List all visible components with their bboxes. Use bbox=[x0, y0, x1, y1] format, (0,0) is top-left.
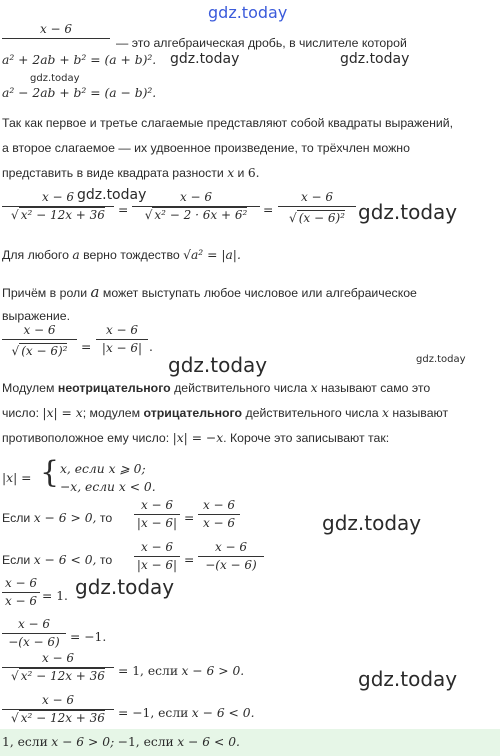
case-nonnegative: x, если x ⩾ 0; bbox=[60, 462, 146, 476]
result-value: = −1. bbox=[70, 630, 107, 644]
square-sum-formula: a² + 2ab + b² = (a + b)². bbox=[2, 53, 157, 67]
paragraph-line: противоположное ему число: |x| = −x. Короче это записывают так: bbox=[2, 431, 390, 445]
eq1-fraction-1: x − 6 √ x² − 12x + 36 bbox=[2, 190, 114, 223]
paragraph-line: число: |x| = x; модулем отрицательного действительного числа x называют bbox=[2, 406, 449, 420]
result-fraction-4: x − 6 √ x² − 12x + 36 bbox=[2, 693, 114, 726]
case-negative-fraction-1: x − 6 |x − 6| bbox=[134, 540, 180, 573]
watermark: gdz.today bbox=[30, 73, 80, 84]
result-fraction-1: x − 6 x − 6 bbox=[2, 576, 40, 609]
result-fraction-3: x − 6 √ x² − 12x + 36 bbox=[2, 651, 114, 684]
result-value: = 1. bbox=[42, 589, 68, 603]
watermark: gdz.today bbox=[322, 511, 422, 535]
period: . bbox=[149, 340, 153, 354]
square-diff-formula: a² − 2ab + b² = (a − b)². bbox=[2, 86, 157, 100]
eq1-fraction-2: x − 6 √ x² − 2 · 6x + 6² bbox=[132, 190, 260, 223]
watermark: gdz.today bbox=[208, 3, 288, 22]
eq2-fraction-2: x − 6 |x − 6| bbox=[96, 323, 148, 356]
case-negative-condition: Если x − 6 < 0, то bbox=[2, 553, 113, 567]
equals-sign: = bbox=[184, 511, 195, 525]
cases-lhs: |x| = bbox=[2, 471, 32, 485]
intro-text: — это алгебраическая дробь, в числителе которой bbox=[116, 36, 407, 50]
eq2-fraction-1: x − 6 √ (x − 6)² bbox=[2, 323, 77, 361]
paragraph-line: Модулем неотрицательного действительного числа x называют само это bbox=[2, 381, 431, 395]
paragraph-line: а второе слагаемое — их удвоенное произведение, то трёхчлен можно bbox=[2, 141, 410, 155]
watermark: gdz.today bbox=[416, 354, 466, 365]
watermark: gdz.today bbox=[168, 353, 268, 377]
case-negative: −x, если x < 0. bbox=[60, 480, 156, 494]
equals-sign: = bbox=[263, 203, 274, 217]
result-fraction-2: x − 6 −(x − 6) bbox=[2, 617, 66, 650]
case-negative-fraction-2: x − 6 −(x − 6) bbox=[198, 540, 264, 573]
final-answer: 1, если x − 6 > 0; −1, если x − 6 < 0. bbox=[2, 735, 240, 749]
watermark: gdz.today bbox=[358, 667, 458, 691]
identity-line: Для любого a верно тождество √a² = |a|. bbox=[2, 248, 241, 262]
equals-sign: = bbox=[81, 340, 92, 354]
eq1-fraction-3: x − 6 √ (x − 6)² bbox=[278, 190, 356, 228]
intro-fraction: x − 6 bbox=[2, 22, 110, 40]
paragraph-line: представить в виде квадрата разности x и 6. bbox=[2, 166, 260, 180]
case-positive-fraction-2: x − 6 x − 6 bbox=[198, 498, 240, 531]
watermark: gdz.today bbox=[75, 575, 175, 599]
equals-sign: = bbox=[184, 553, 195, 567]
watermark: gdz.today bbox=[170, 51, 240, 67]
watermark: gdz.today bbox=[340, 51, 410, 67]
paragraph-line: выражение. bbox=[2, 309, 71, 323]
result-line: = −1, если x − 6 < 0. bbox=[118, 706, 255, 720]
cases-brace: { bbox=[40, 455, 60, 490]
case-positive-fraction-1: x − 6 |x − 6| bbox=[134, 498, 180, 531]
case-positive-condition: Если x − 6 > 0, то bbox=[2, 511, 113, 525]
paragraph-line: Причём в роли a может выступать любое числовое или алгебраическое bbox=[2, 283, 417, 301]
result-line: = 1, если x − 6 > 0. bbox=[118, 664, 245, 678]
watermark: gdz.today bbox=[77, 187, 147, 203]
equals-sign: = bbox=[118, 203, 129, 217]
watermark: gdz.today bbox=[358, 200, 458, 224]
paragraph-line: Так как первое и третье слагаемые представляют собой квадраты выражений, bbox=[2, 116, 454, 130]
